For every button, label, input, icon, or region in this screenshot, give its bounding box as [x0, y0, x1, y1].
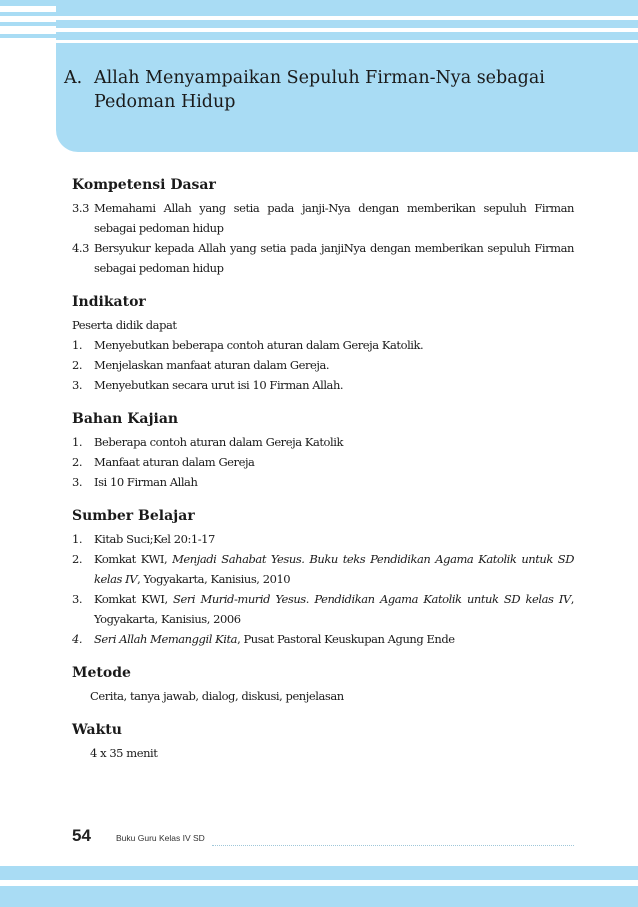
list-item: 3. Komkat KWI, Seri Murid-murid Yesus. Pendidikan Agama Katolik untuk SD kelas IV, Yogyakarta, Kanisius, 2006 — [72, 592, 574, 626]
list-item: 1. Kitab Suci;Kel 20:1-17 — [72, 532, 215, 546]
chapter-title-line1: Allah Menyampaikan Sepuluh Firman-Nya sebagai — [94, 68, 545, 88]
list-item: 4. Seri Allah Memanggil Kita, Pusat Pastoral Keuskupan Agung Ende — [72, 632, 455, 646]
section-heading: Metode — [72, 665, 131, 681]
bottom-stripe — [0, 886, 638, 907]
list-item: 3. Isi 10 Firman Allah — [72, 475, 198, 489]
top-stripe — [0, 0, 56, 6]
section-waktu — [72, 720, 574, 763]
section-text: 4 x 35 menit — [90, 746, 158, 760]
section-text: Cerita, tanya jawab, dialog, diskusi, penjelasan — [90, 689, 344, 703]
section-heading: Sumber Belajar — [72, 508, 195, 524]
reference-title: Seri Murid-murid Yesus. Pendidikan Agama Katolik untuk SD kelas IV — [173, 592, 571, 606]
content — [72, 175, 574, 777]
bottom-stripe — [0, 866, 638, 880]
list-item: 3. Menyebutkan secara urut isi 10 Firman Allah. — [72, 378, 344, 392]
section-heading: Bahan Kajian — [72, 411, 179, 427]
list-item: 2. Komkat KWI, Menjadi Sahabat Yesus. Buku teks Pendidikan Agama Katolik untuk SD kelas IV, Yogyakarta, Kanisius, 2010 — [72, 552, 575, 586]
chapter-letter: A. — [64, 68, 83, 88]
section-heading: Kompetensi Dasar — [72, 177, 216, 193]
chapter-title — [64, 66, 604, 114]
reference-title: Seri Allah Memanggil Kita — [94, 632, 238, 646]
book-title: Buku Guru Kelas IV SD — [116, 833, 205, 843]
section-sumber-belajar — [72, 506, 574, 649]
list-item: 1. Menyebutkan beberapa contoh aturan dalam Gereja Katolik. — [72, 338, 424, 352]
section-heading: Indikator — [72, 294, 146, 310]
top-stripe — [0, 12, 56, 16]
top-stripe — [0, 22, 56, 26]
list-item: 2. Manfaat aturan dalam Gereja — [72, 455, 255, 469]
chapter-title-line2: Pedoman Hidup — [94, 92, 236, 112]
section-indikator — [72, 292, 574, 395]
list-item: 1. Beberapa contoh aturan dalam Gereja Katolik — [72, 435, 343, 449]
reference-title: Menjadi Sahabat Yesus. Buku teks Pendidikan Agama Katolik untuk SD kelas IV — [94, 552, 575, 586]
section-kompetensi — [72, 175, 574, 278]
section-heading: Waktu — [72, 722, 122, 738]
top-stripe — [0, 34, 56, 38]
list-item: 4.3 Bersyukur kepada Allah yang setia pada janjiNya dengan memberikan sepuluh Firman sebagai pedoman hidup — [72, 241, 574, 275]
list-item: 3.3 Memahami Allah yang setia pada janji-Nya dengan memberikan sepuluh Firman sebagai pedoman hidup — [72, 201, 574, 235]
page-number: 54 — [72, 826, 91, 845]
page-footer — [72, 826, 574, 848]
section-intro: Peserta didik dapat — [72, 318, 177, 332]
section-bahan-kajian — [72, 409, 574, 492]
list-item: 2. Menjelaskan manfaat aturan dalam Gereja. — [72, 358, 330, 372]
section-metode — [72, 663, 574, 706]
footer-divider — [212, 845, 574, 846]
